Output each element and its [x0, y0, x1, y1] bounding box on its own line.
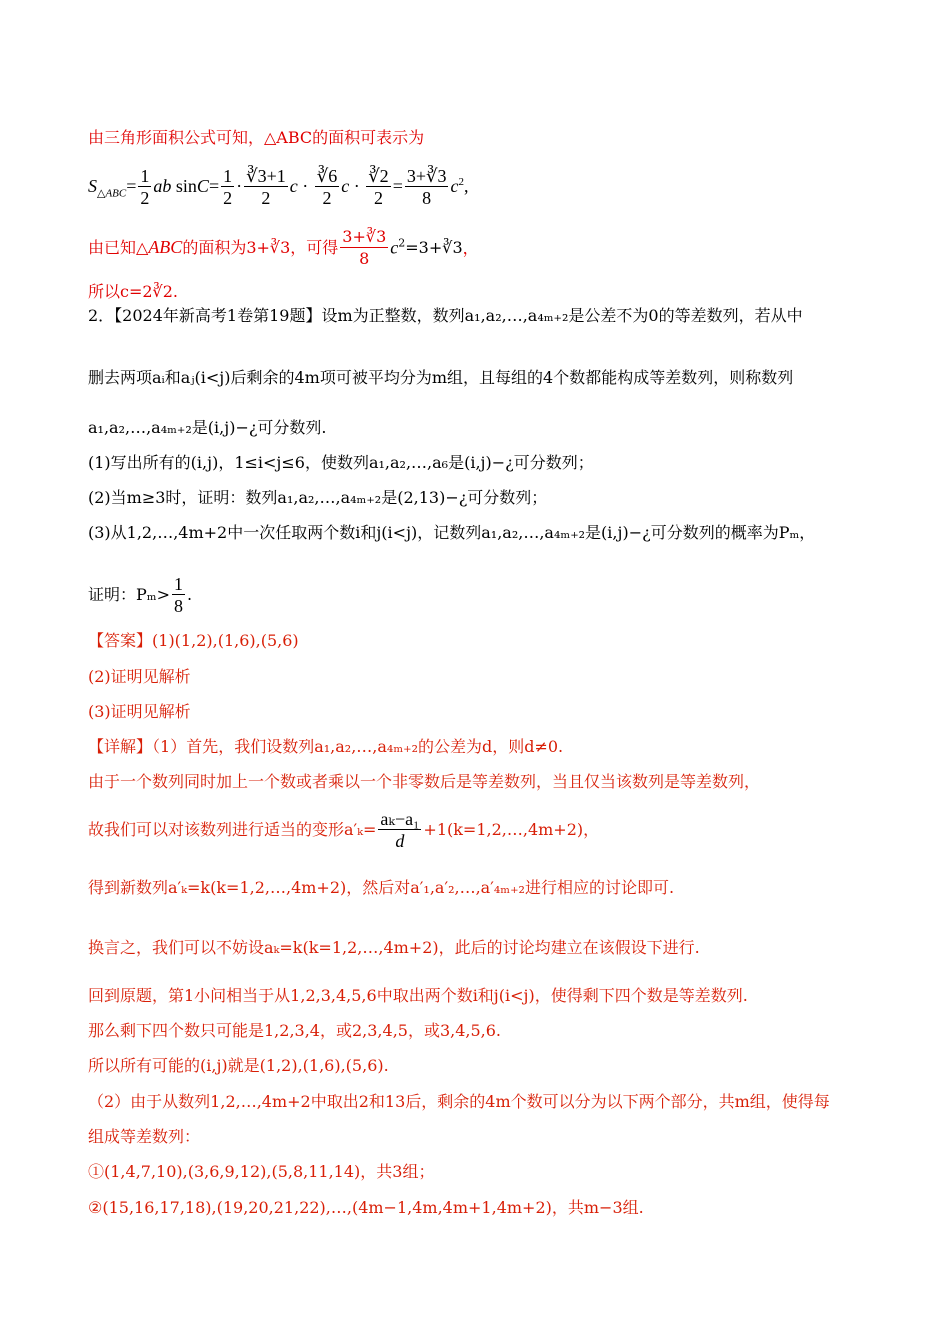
- frac-den: 2: [223, 188, 233, 209]
- fraction-cbrt3-plus1: [244, 166, 288, 209]
- frac-num: 3+∛3: [342, 227, 387, 247]
- frac-num: 1: [140, 166, 150, 187]
- detail-3b: +1(k=1,2,…,4m+2)，: [423, 820, 600, 839]
- detail-line-6: 回到原题，第1小问相当于从1,2,3,4,5,6中取出两个数i和j(i<j)，使得剩下四个数是等差数列.: [88, 986, 748, 1005]
- question-line-3: a₁,a₂,…,a₄ₘ₊₂是(i,j)−¿可分数列.: [88, 418, 327, 437]
- answer-line-1: [88, 629, 862, 653]
- detail-line-12: ②(15,16,17,18),(19,20,21,22),…,(4m−1,4m,4m+1,4m+2)，共m−3组.: [88, 1198, 644, 1217]
- claim-text: 证明：Pₘ>: [88, 585, 170, 604]
- fraction-given: [340, 227, 388, 270]
- frac-den: 8: [422, 188, 432, 209]
- detail-3a: 故我们可以对该数列进行适当的变形a′ₖ=: [88, 820, 377, 839]
- c-result-line: 所以c=2∛2.: [88, 282, 179, 301]
- frac-den: 8: [174, 596, 183, 616]
- question-line-2: 删去两项aᵢ和aⱼ(i<j)后剩余的4m项可被平均分为m组，且每组的4个数都能构成等差数列，则称数列: [88, 368, 794, 387]
- question-part-3: (3)从1,2,…,4m+2中一次任取两个数i和j(i<j)，记数列a₁,a₂,…,a₄ₘ₊₂是(i,j)−¿可分数列的概率为Pₘ，: [88, 523, 816, 542]
- frac-num: ∛2: [368, 166, 389, 187]
- detail-line-3: [88, 808, 862, 852]
- fraction-cbrt6: [315, 166, 339, 209]
- detail-label: 【详解】: [88, 737, 153, 756]
- area-intro-line: 由三角形面积公式可知，△ABC的面积可表示为: [88, 128, 425, 147]
- frac-den: 2: [261, 188, 271, 209]
- frac-den: 2: [373, 188, 383, 209]
- answer-label: 【答案】: [88, 631, 153, 650]
- answer-line-3: (3)证明见解析: [88, 702, 191, 721]
- area-symbol: S: [88, 176, 97, 196]
- fraction-one-eighth: [172, 574, 185, 617]
- detail-line-10: 组成等差数列：: [88, 1127, 201, 1146]
- area-subscript: △ABC: [97, 187, 127, 200]
- detail-line-2: 由于一个数列同时加上一个数或者乘以一个非零数后是等差数列，当且仅当该数列是等差数列，: [88, 772, 761, 791]
- detail-line-8: 所以所有可能的(i,j)就是(1,2),(1,6),(5,6).: [88, 1056, 389, 1075]
- detail-line-4: 得到新数列a′ₖ=k(k=1,2,…,4m+2)，然后对a′₁,a′₂,…,a′₄ₘ₊₂进行相应的讨论即可.: [88, 878, 675, 897]
- question-part-2: (2)当m≥3时，证明：数列a₁,a₂,…,a₄ₘ₊₂是(2,13)−¿可分数列；: [88, 488, 548, 507]
- detail-line-11: ①(1,4,7,10),(3,6,9,12),(5,8,11,14)，共3组；: [88, 1162, 435, 1181]
- frac-num: ∛6: [316, 166, 338, 187]
- frac-num: 1: [223, 166, 233, 187]
- frac-num: 3+∛3: [406, 166, 447, 187]
- fraction-half-2: [221, 166, 234, 209]
- detail-line-9: （2）由于从数列1,2,…,4m+2中取出2和13后，剩余的4m个数可以分为以下两个部分，共m组，使得每: [88, 1092, 830, 1111]
- frac-den: d: [395, 831, 405, 851]
- area-given-line: 由已知△ABC的面积为3+∛3，可得 $\frac{3+∛3}{8}$ $c^2=3+∛3$，: [88, 227, 479, 269]
- fraction-cbrt2: [366, 166, 390, 209]
- fraction-transform: [378, 809, 421, 852]
- frac-den: 2: [140, 188, 150, 209]
- frac-num: aₖ−a₁: [380, 809, 420, 829]
- question-part-1: (1)写出所有的(i,j)，1≤i<j≤6，使数列a₁,a₂,…,a₆是(i,j)−¿可分数列；: [88, 453, 594, 472]
- fraction-area-result: [405, 166, 449, 209]
- detail-line-5: 换言之，我们可以不妨设aₖ=k(k=1,2,…,4m+2)，此后的讨论均建立在该假设下进行.: [88, 938, 700, 957]
- detail-line-1: [88, 735, 862, 759]
- frac-den: 2: [322, 188, 332, 209]
- detail-1: （1）首先，我们设数列a₁,a₂,…,a₄ₘ₊₂的公差为d，则d≠0.: [152, 737, 564, 756]
- frac-num: 1: [174, 574, 183, 594]
- detail-line-7: 那么剩下四个数只可能是1,2,3,4，或2,3,4,5，或3,4,5,6.: [88, 1021, 502, 1040]
- fraction-half: [138, 166, 151, 209]
- frac-num: ∛3+1: [246, 166, 286, 187]
- area-formula-line: $S_{\triangle ABC}=$ $\frac{1}{2}$ ab sinC= $\frac{1}{2}$ · $\frac{∛3+1}{2}$ c · $\frac{∛6}{2}$ c · $\frac{∛2}{2}$ = $\frac{3+∛3}{8}$ $c^2$,: [88, 166, 469, 209]
- answer-line-2: (2)证明见解析: [88, 667, 191, 686]
- claim-period: .: [187, 585, 193, 604]
- question-header: 2．【2024年新高考1卷第19题】设m为正整数，数列a₁,a₂,…,a₄ₘ₊₂是公差不为0的等差数列，若从中: [88, 306, 803, 325]
- answer-1: (1)(1,2),(1,6),(5,6): [152, 631, 299, 650]
- frac-den: 8: [359, 249, 370, 269]
- question-part-3-claim: [88, 574, 862, 617]
